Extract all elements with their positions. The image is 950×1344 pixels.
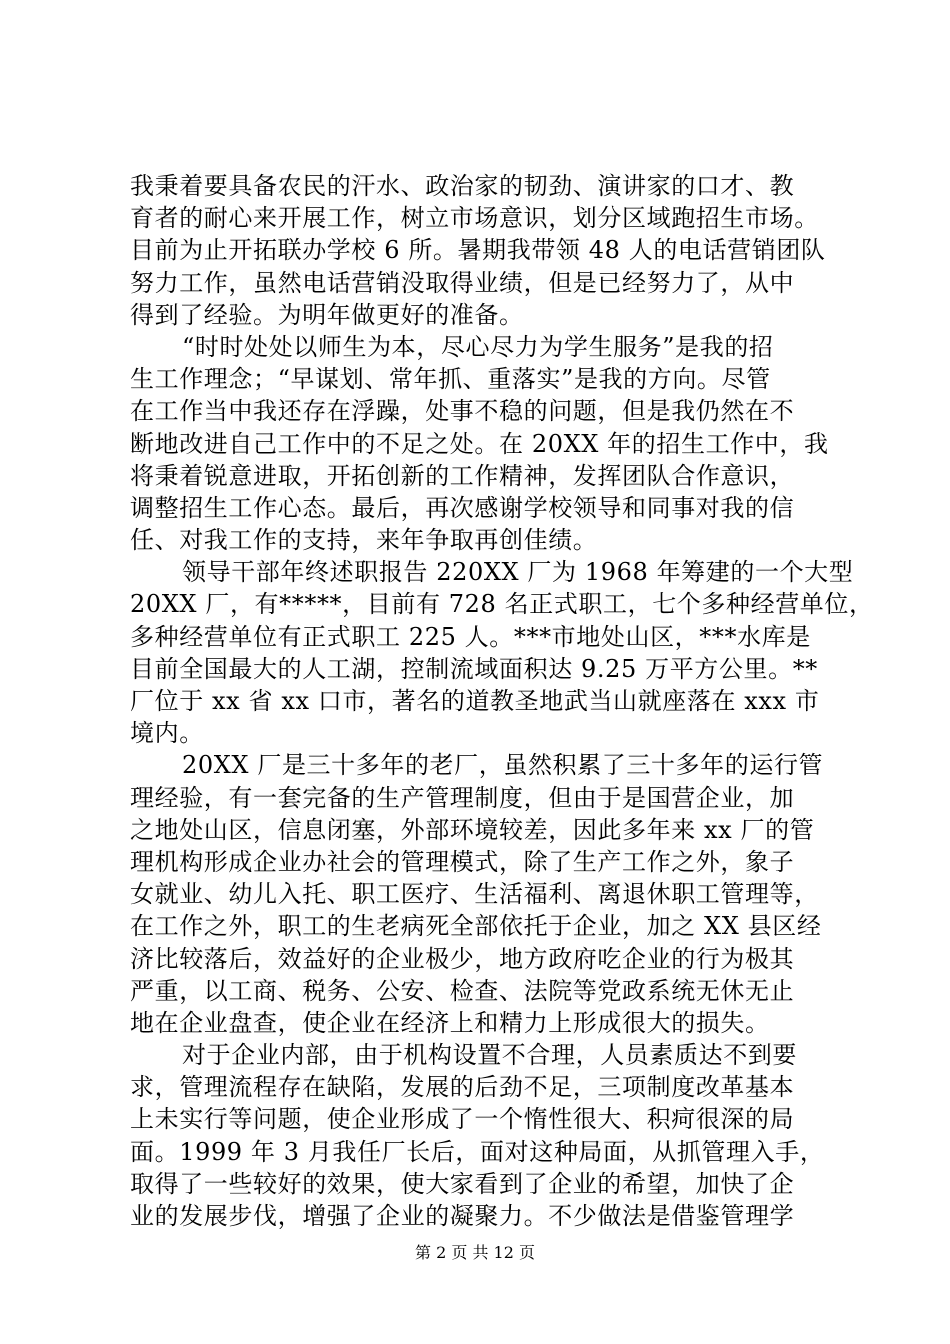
text-line: 厂位于 xx 省 xx 口市，著名的道教圣地武当山就座落在 xxx 市 xyxy=(130,687,820,715)
text-line: 理机构形成企业办社会的管理模式，除了生产工作之外，象子 xyxy=(130,847,795,876)
text-line: 在工作当中我还存在浮躁，处事不稳的问题，但是我仍然在不 xyxy=(130,397,795,426)
text-line: 之地处山区，信息闭塞，外部环境较差，因此多年来 xx 厂的管 xyxy=(130,815,815,844)
text-line: 努力工作，虽然电话营销没取得业绩，但是已经努力了，从中 xyxy=(130,268,795,297)
text-line: 目前全国最大的人工湖，控制流域面积达 9.25 万平方公里。** xyxy=(130,654,818,683)
text-line: 境内。 xyxy=(130,719,204,748)
text-line: 育者的耐心来开展工作，树立市场意识，划分区域跑招生市场。 xyxy=(130,204,819,233)
text-line: 业的发展步伐，增强了企业的凝聚力。不少做法是借鉴管理学 xyxy=(130,1202,795,1230)
text-line: 严重，以工商、税务、公安、检查、法院等党政系统无休无止 xyxy=(130,976,795,1005)
text-line: 得到了经验。为明年做更好的准备。 xyxy=(130,300,524,329)
text-line: 取得了一些较好的效果，使大家看到了企业的希望，加快了企 xyxy=(130,1169,795,1198)
paragraph-start-line: 20XX 厂是三十多年的老厂，虽然积累了三十多年的运行管 xyxy=(182,751,824,780)
text-line: 断地改进自己工作中的不足之处。在 20XX 年的招生工作中，我 xyxy=(130,429,829,458)
text-line: 面。1999 年 3 月我任厂长后，面对这种局面，从抓管理入手， xyxy=(130,1137,825,1166)
text-line: 将秉着锐意进取，开拓创新的工作精神，发挥团队合作意识， xyxy=(130,461,795,490)
text-line: 在工作之外，职工的生老病死全部依托于企业，加之 XX 县区经 xyxy=(130,912,822,941)
paragraph-start-line: 领导干部年终述职报告 220XX 厂为 1968 年筹建的一个大型 xyxy=(182,558,854,587)
page-number-footer: 第 2 页 共 12 页 xyxy=(415,1243,535,1262)
text-line: 我秉着要具备农民的汗水、政治家的韧劲、演讲家的口才、教 xyxy=(130,172,795,200)
text-line: 地在企业盘查，使企业在经济上和精力上形成很大的损失。 xyxy=(130,1008,770,1037)
text-line: 任、对我工作的支持，来年争取再创佳绩。 xyxy=(130,526,598,555)
text-line: 生工作理念；“早谋划、常年抓、重落实”是我的方向。尽管 xyxy=(130,365,771,394)
paragraph-start-line: 对于企业内部，由于机构设置不合理，人员素质达不到要 xyxy=(182,1041,797,1070)
text-line: 多种经营单位有正式职工 225 人。***市地处山区，***水库是 xyxy=(130,622,811,651)
text-line: 求，管理流程存在缺陷，发展的后劲不足，三项制度改革基本 xyxy=(130,1073,795,1102)
text-line: 上未实行等问题，使企业形成了一个惰性很大、积疴很深的局 xyxy=(130,1105,795,1134)
text-line: 20XX 厂，有*****，目前有 728 名正式职工，七个多种经营单位， xyxy=(130,590,874,619)
text-line: 目前为止开拓联办学校 6 所。暑期我带领 48 人的电话营销团队 xyxy=(130,236,826,265)
text-line: 女就业、幼儿入托、职工医疗、生活福利、离退休职工管理等， xyxy=(130,880,819,909)
text-line: 济比较落后，效益好的企业极少，地方政府吃企业的行为极其 xyxy=(130,944,795,973)
text-line: 理经验，有一套完备的生产管理制度，但由于是国营企业，加 xyxy=(130,783,795,812)
text-line: 调整招生工作心态。最后，再次感谢学校领导和同事对我的信 xyxy=(130,493,795,522)
body-text xyxy=(130,170,874,1232)
paragraph-start-line: “时时处处以师生为本，尽心尽力为学生服务”是我的招 xyxy=(182,332,774,361)
